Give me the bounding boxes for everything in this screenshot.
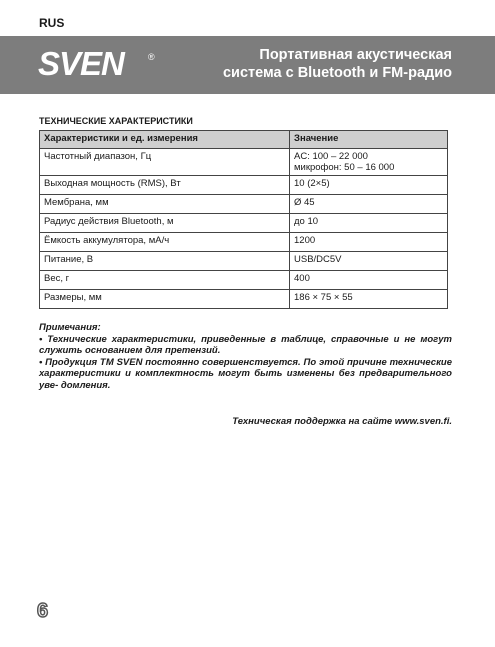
- note-item: • Технические характеристики, приведенные в таблице, справочные и не могут служить основанием для претензий.: [39, 333, 452, 356]
- spec-value: Ø 45: [290, 195, 448, 214]
- registered-mark: ®: [148, 52, 155, 62]
- table-row: [40, 176, 448, 195]
- spec-name: Ёмкость аккумулятора, мА/ч: [40, 233, 290, 252]
- spec-name: Частотный диапазон, Гц: [40, 149, 290, 176]
- spec-name: Мембрана, мм: [40, 195, 290, 214]
- table-header-row: [40, 131, 448, 149]
- notes-block: [39, 322, 452, 391]
- table-row: [40, 233, 448, 252]
- table-row: [40, 290, 448, 309]
- support-text: Техническая поддержка на сайте www.sven.fi.: [232, 416, 452, 427]
- product-title-line2: система с Bluetooth и FM-радио: [222, 65, 452, 81]
- spec-name: Размеры, мм: [40, 290, 290, 309]
- section-title: ТЕХНИЧЕСКИЕ ХАРАКТЕРИСТИКИ: [39, 116, 193, 126]
- table-row: [40, 214, 448, 233]
- spec-value: 1200: [290, 233, 448, 252]
- spec-name: Питание, В: [40, 252, 290, 271]
- spec-value: 186 × 75 × 55: [290, 290, 448, 309]
- notes-heading: Примечания:: [39, 322, 101, 333]
- table-row: [40, 149, 448, 176]
- table-row: [40, 252, 448, 271]
- column-header-characteristic: Характеристики и ед. измерения: [40, 131, 290, 149]
- table-row: [40, 271, 448, 290]
- spec-name: Выходная мощность (RMS), Вт: [40, 176, 290, 195]
- product-title: [223, 46, 452, 82]
- page-number: 6: [37, 600, 48, 622]
- spec-value: 400: [290, 271, 448, 290]
- spec-value-line: AC: 100 – 22 000: [294, 151, 368, 162]
- language-label: RUS: [39, 16, 65, 30]
- specifications-table: [39, 130, 448, 309]
- spec-value: USB/DC5V: [290, 252, 448, 271]
- spec-value: [290, 149, 448, 176]
- spec-name: Радиус действия Bluetooth, м: [40, 214, 290, 233]
- table-row: [40, 195, 448, 214]
- product-title-line1: Портативная акустическая: [259, 47, 452, 63]
- header-banner: [0, 36, 495, 94]
- spec-value: до 10: [290, 214, 448, 233]
- column-header-value: Значение: [290, 131, 448, 149]
- spec-value-line: микрофон: 50 – 16 000: [294, 162, 395, 173]
- sven-logo: SVEN: [38, 45, 124, 82]
- note-item: • Продукция ТМ SVEN постоянно совершенствуется. По этой причине технические характеристики и комплектность могут быть изменены без предварительного уве- домления.: [39, 356, 452, 391]
- spec-name: Вес, г: [40, 271, 290, 290]
- spec-value: 10 (2×5): [290, 176, 448, 195]
